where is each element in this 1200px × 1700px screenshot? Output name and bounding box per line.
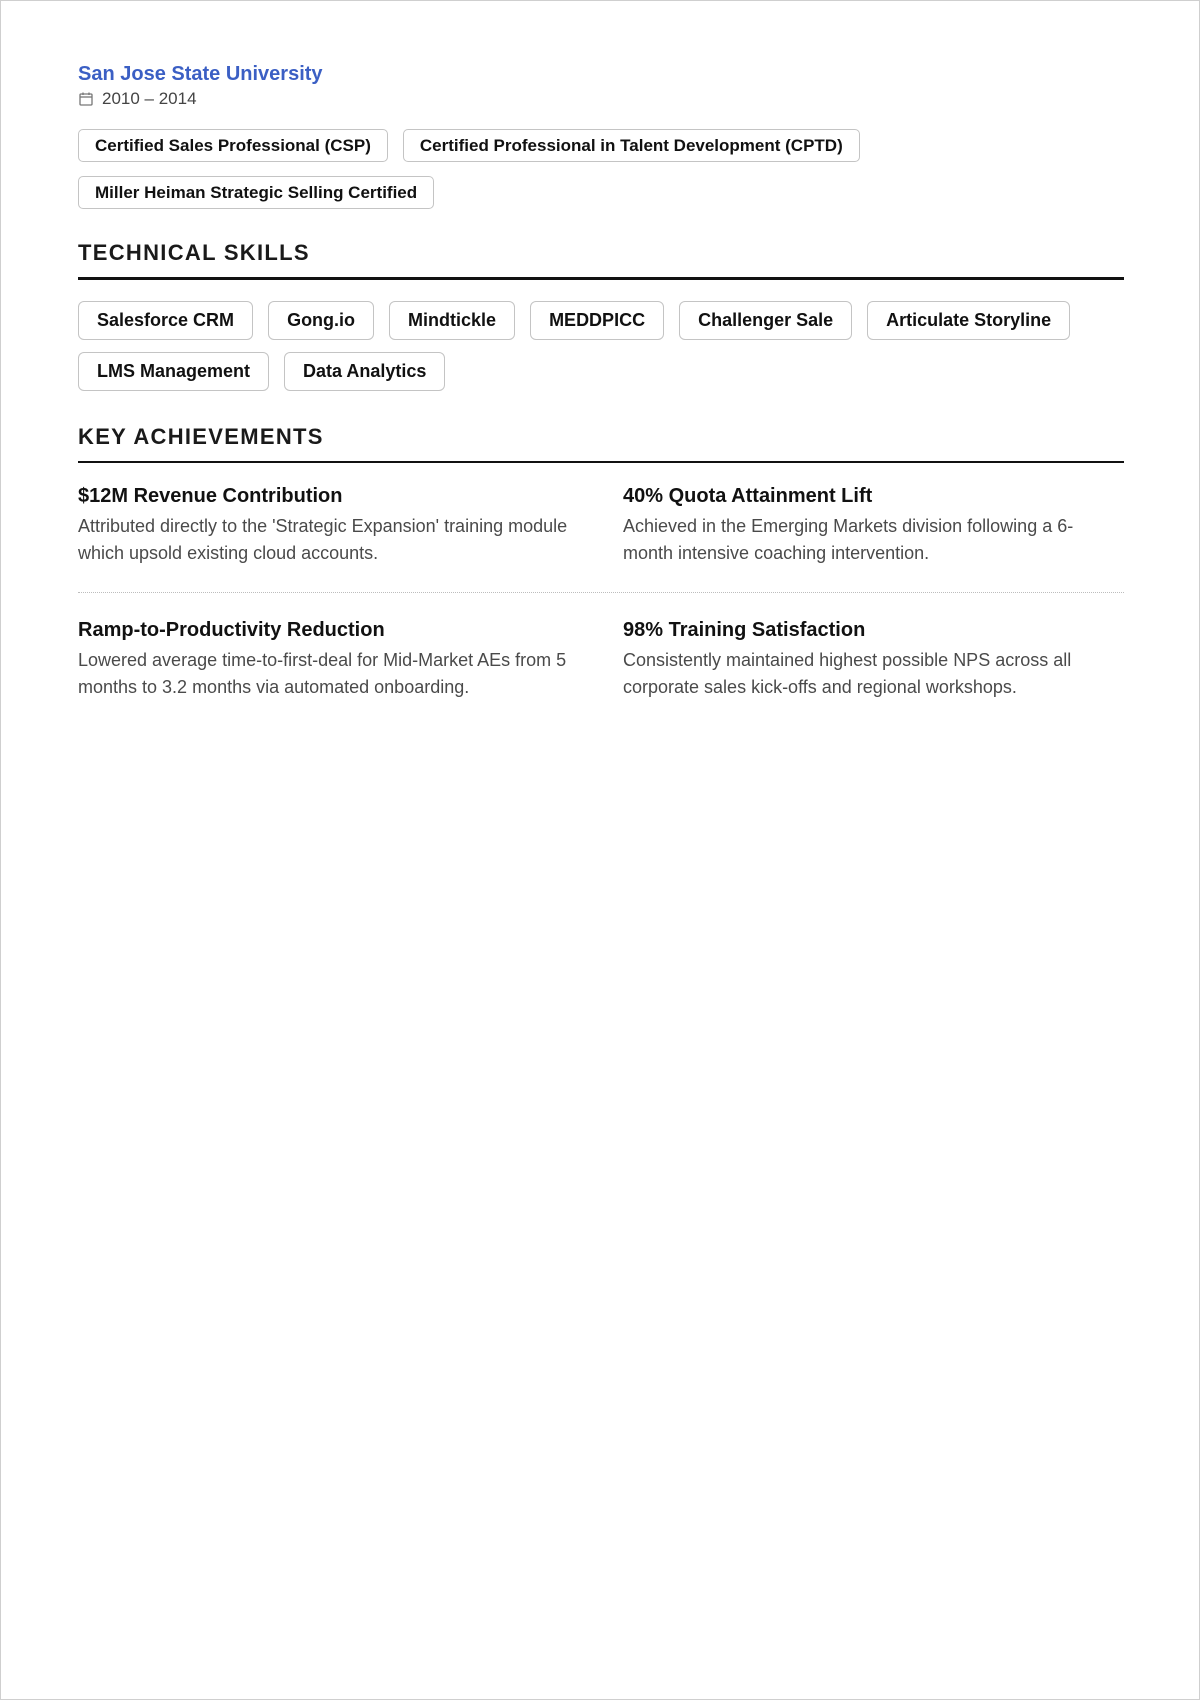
skill-chip: Challenger Sale xyxy=(679,301,852,340)
skill-chip: Data Analytics xyxy=(284,352,445,391)
calendar-icon xyxy=(78,91,94,107)
achievement-description: Attributed directly to the 'Strategic Expansion' training module which upsold existing cloud accounts. xyxy=(78,516,568,563)
skill-chip: Mindtickle xyxy=(389,301,515,340)
skill-chip: Gong.io xyxy=(268,301,374,340)
education-section xyxy=(78,61,1124,209)
achievement-item xyxy=(623,617,1123,701)
achievement-item xyxy=(623,483,1123,567)
section-divider xyxy=(78,461,1124,463)
achievement-description: Achieved in the Emerging Markets division following a 6-month intensive coaching intervention. xyxy=(623,516,1074,563)
achievement-description: Consistently maintained highest possible NPS across all corporate sales kick-offs and regional workshops. xyxy=(623,650,1072,697)
skill-chip: MEDDPICC xyxy=(530,301,664,340)
education-dates-text: 2010 – 2014 xyxy=(102,89,197,108)
resume-content xyxy=(78,61,1124,701)
key-achievements-heading: KEY ACHIEVEMENTS xyxy=(78,424,324,449)
technical-skills-section xyxy=(78,239,1124,391)
school-name: San Jose State University xyxy=(78,63,323,85)
section-divider xyxy=(78,277,1124,280)
achievement-item xyxy=(78,617,578,701)
achievement-item xyxy=(78,483,578,567)
achievement-title: Ramp-to-Productivity Reduction xyxy=(78,619,385,641)
key-achievements-section xyxy=(78,423,1124,701)
achievement-title: 98% Training Satisfaction xyxy=(623,619,866,641)
achievements-row xyxy=(78,483,1124,593)
certification-chip: Certified Professional in Talent Development (CPTD) xyxy=(403,129,860,162)
certification-chip: Miller Heiman Strategic Selling Certified xyxy=(78,176,434,209)
achievements-row xyxy=(78,593,1124,701)
achievement-description: Lowered average time-to-first-deal for Mid-Market AEs from 5 months to 3.2 months via automated onboarding. xyxy=(78,650,567,697)
skill-chip: Salesforce CRM xyxy=(78,301,253,340)
skill-chip: LMS Management xyxy=(78,352,269,391)
achievements-grid xyxy=(78,483,1124,701)
skill-chip: Articulate Storyline xyxy=(867,301,1070,340)
technical-skills-heading: TECHNICAL SKILLS xyxy=(78,240,310,265)
certification-list xyxy=(78,129,1124,209)
skill-list xyxy=(78,301,1124,391)
achievement-title: 40% Quota Attainment Lift xyxy=(623,485,873,507)
certification-chip: Certified Sales Professional (CSP) xyxy=(78,129,388,162)
achievement-title: $12M Revenue Contribution xyxy=(78,485,343,507)
education-dates xyxy=(78,88,1124,110)
